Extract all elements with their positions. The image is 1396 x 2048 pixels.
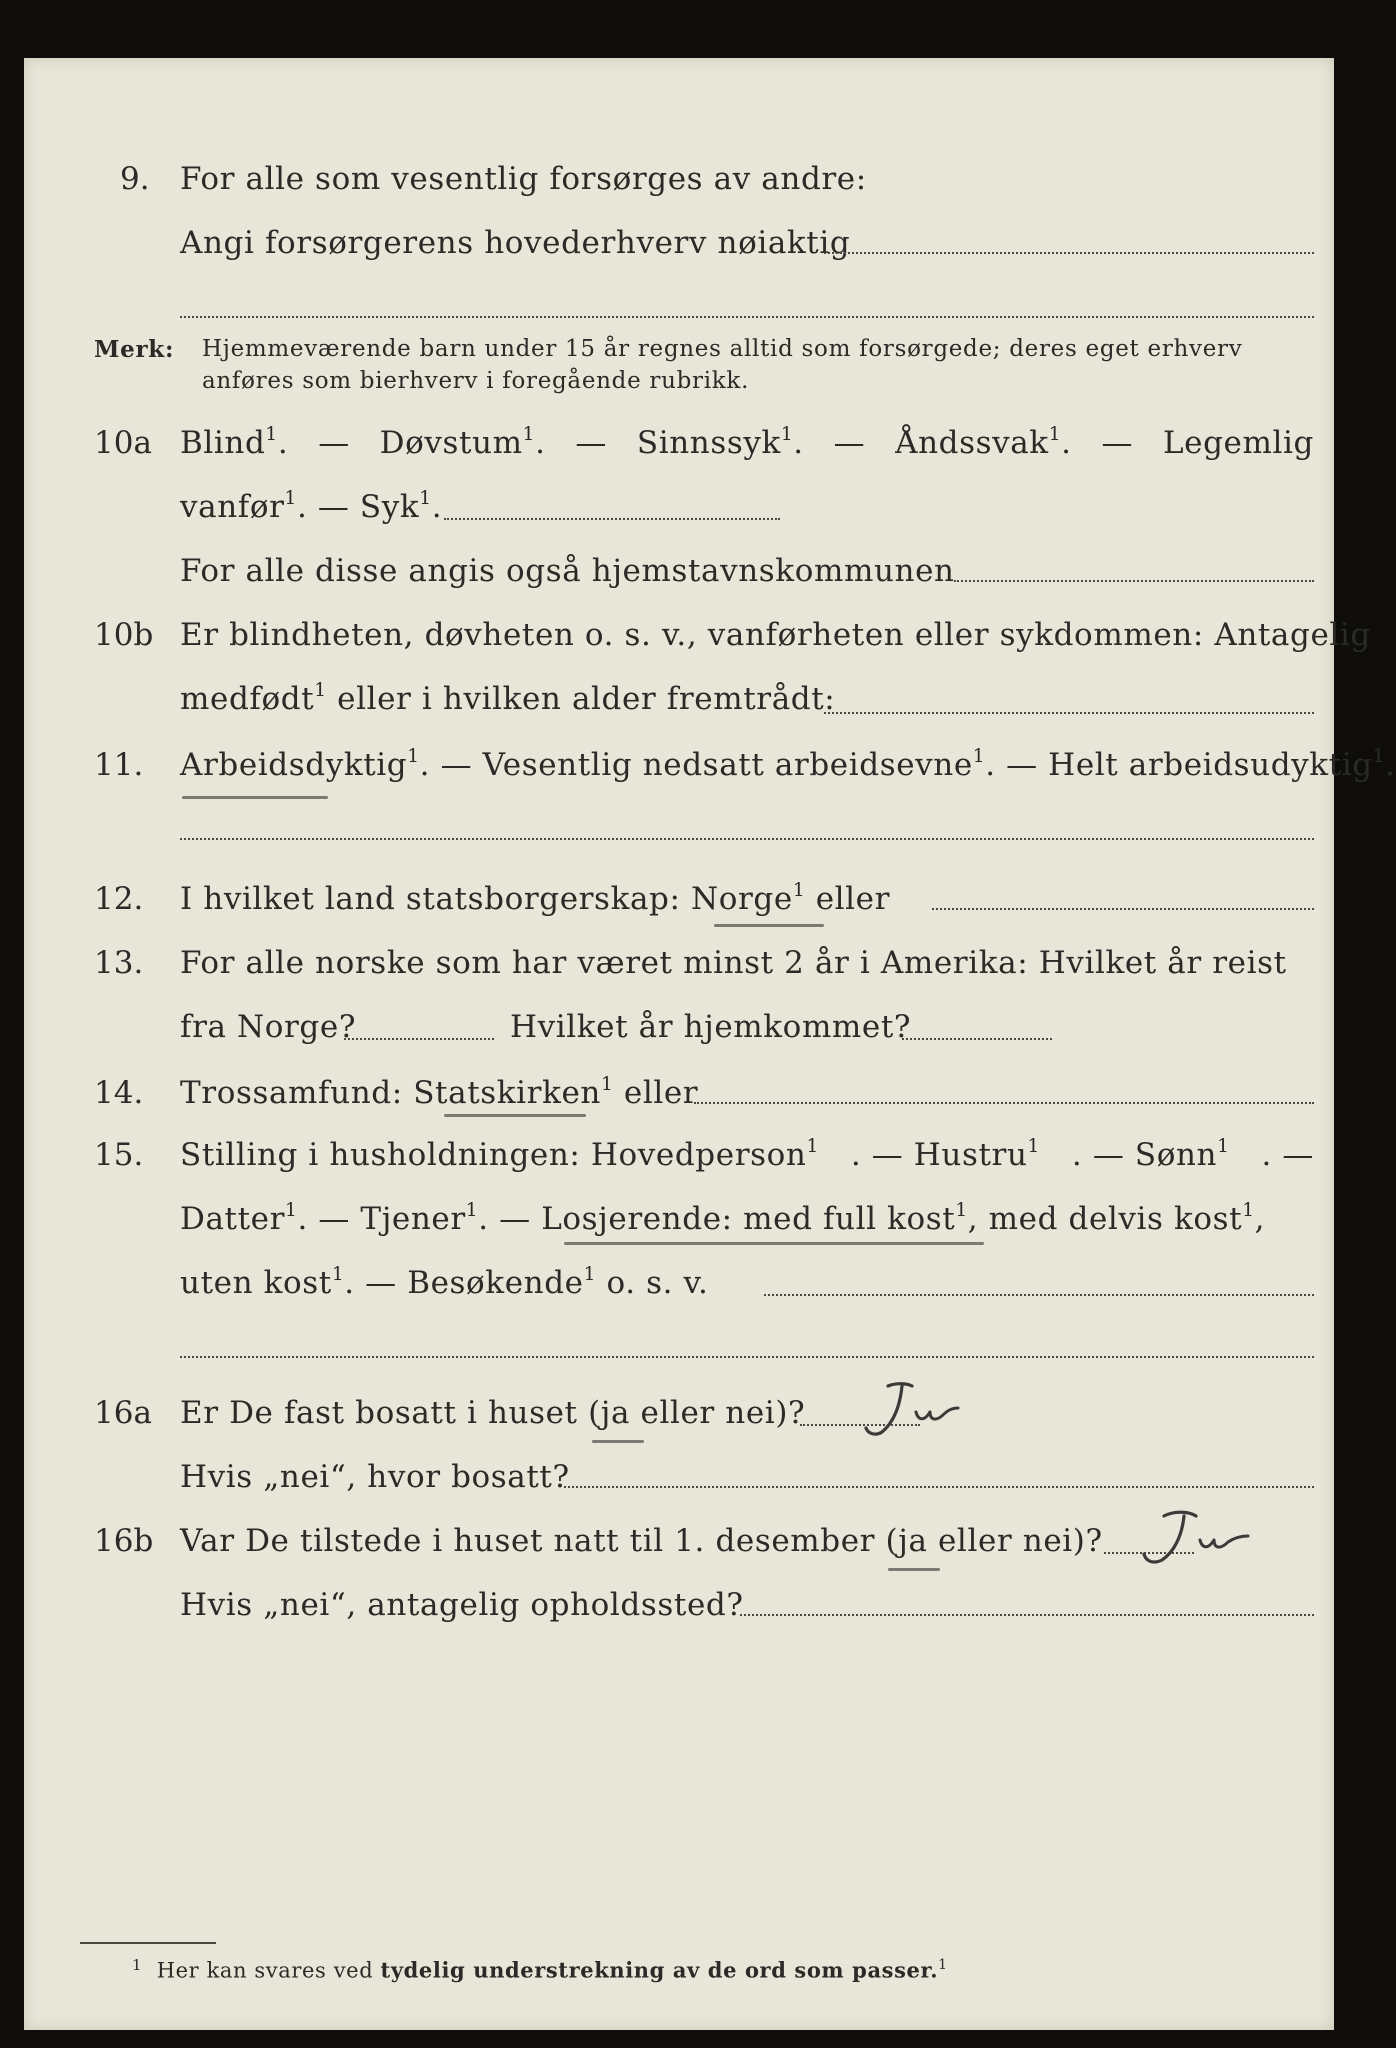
- q16a-line1: Er De fast bosatt i huset (ja eller nei)?: [180, 1395, 806, 1431]
- q10b-line2: medfødt$^1$ eller i hvilken alder fremtrådt:: [180, 679, 836, 717]
- merk-label: Merk:: [94, 336, 175, 363]
- q10b-answer-line: [824, 712, 1314, 714]
- q13-hjem-line: [902, 1038, 1052, 1040]
- q10b-line1: Er blindheten, døvheten o. s. v., vanførheten eller sykdommen: Antagelig: [180, 617, 1371, 653]
- option-dovstum: Døvstum$^1$.: [379, 423, 546, 461]
- q10a-line1: Blind$^1$. — Døvstum$^1$. — Sinnssyk$^1$. — Åndssvak$^1$. — Legemlig: [180, 423, 1314, 461]
- merk-line1: Hjemmeværende barn under 15 år regnes alltid som forsørgede; deres eget erhverv: [202, 336, 1243, 362]
- q13-line2b: Hvilket år hjemkommet?: [510, 1009, 912, 1045]
- option-blind: Blind$^1$.: [180, 423, 289, 461]
- q16b-number: 16b: [94, 1523, 154, 1559]
- q10a-line3: For alle disse angis også hjemstavnskommunen: [180, 553, 955, 589]
- q16b-line2: Hvis „nei“, antagelig opholdssted?: [180, 1587, 744, 1623]
- q10a-line2: vanfør$^1$. — Syk$^1$.: [180, 487, 443, 525]
- q11-underline-mark: [182, 796, 328, 799]
- q16a-handwritten-answer: [854, 1376, 974, 1446]
- q14-line: Trossamfund: Statskirken$^1$ eller: [180, 1073, 699, 1111]
- q9-line2: Angi forsørgerens hovederhverv nøiaktig: [180, 225, 851, 261]
- q14-underline-mark: [444, 1114, 586, 1117]
- q11-number: 11.: [94, 747, 144, 783]
- handwriting-ja-icon: [1134, 1504, 1264, 1574]
- q15-answer-line: [764, 1294, 1314, 1296]
- q9-answer-line-2: [180, 316, 1314, 318]
- q15-line3: uten kost$^1$. — Besøkende$^1$ o. s. v.: [180, 1263, 709, 1301]
- q11-line: Arbeidsdyktig$^1$. — Vesentlig nedsatt arbeidsevne$^1$. — Helt arbeidsudyktig$^1$.: [180, 745, 1396, 783]
- handwriting-ja-icon: [854, 1376, 974, 1446]
- q16b-underline-mark: [888, 1568, 940, 1571]
- q12-number: 12.: [94, 881, 144, 917]
- q16a-bosatt-line: [564, 1486, 1314, 1488]
- option-andssvak: Åndssvak$^1$.: [895, 423, 1072, 461]
- q15-line1: Stilling i husholdningen: Hovedperson$^1$ . — Hustru$^1$ . — Sønn$^1$ . —: [180, 1135, 1314, 1173]
- option-sinnssyk: Sinnssyk$^1$.: [636, 423, 804, 461]
- q15-number: 15.: [94, 1137, 144, 1173]
- option-legemlig: Legemlig: [1162, 425, 1314, 461]
- q10a-hjemstavn-line: [954, 580, 1314, 582]
- q12-line: I hvilket land statsborgerskap: Norge$^1$ eller: [180, 879, 891, 917]
- q14-answer-line: [694, 1102, 1314, 1104]
- q16b-line1: Var De tilstede i huset natt til 1. desember (ja eller nei)?: [180, 1523, 1103, 1559]
- q13-reist-line: [344, 1038, 494, 1040]
- form-page: [24, 58, 1396, 2030]
- footnote: $^1$ Her kan svares ved tydelig understrekning av de ord som passer.$^1$: [132, 1956, 948, 1983]
- q16a-number: 16a: [94, 1395, 152, 1431]
- q16b-handwritten-answer: [1134, 1504, 1264, 1574]
- q11-answer-line: [180, 838, 1314, 840]
- q12-answer-line: [932, 908, 1314, 910]
- q9-number: 9.: [120, 161, 150, 197]
- q16a-underline-mark: [592, 1440, 644, 1443]
- q15-underline-mark: [564, 1242, 984, 1245]
- q10a-answer-line: [444, 518, 780, 520]
- q16b-opphold-line: [740, 1614, 1314, 1616]
- q13-number: 13.: [94, 945, 144, 981]
- q13-line2a: fra Norge?: [180, 1009, 357, 1045]
- q13-line1: For alle norske som har været minst 2 år i Amerika: Hvilket år reist: [180, 945, 1287, 981]
- q9-line1: For alle som vesentlig forsørges av andre:: [180, 161, 867, 197]
- q14-number: 14.: [94, 1075, 144, 1111]
- q10b-number: 10b: [94, 617, 154, 653]
- q15-line2: Datter$^1$. — Tjener$^1$. — Losjerende: med full kost$^1$, med delvis kost$^1$,: [180, 1199, 1266, 1237]
- footnote-rule: [80, 1942, 216, 1944]
- q9-answer-line: [824, 252, 1314, 254]
- q15-answer-line-2: [180, 1356, 1314, 1358]
- q12-underline-mark: [714, 924, 824, 927]
- q10a-number: 10a: [94, 425, 152, 461]
- q16a-line2: Hvis „nei“, hvor bosatt?: [180, 1459, 570, 1495]
- merk-line2: anføres som bierhverv i foregående rubrikk.: [202, 368, 750, 394]
